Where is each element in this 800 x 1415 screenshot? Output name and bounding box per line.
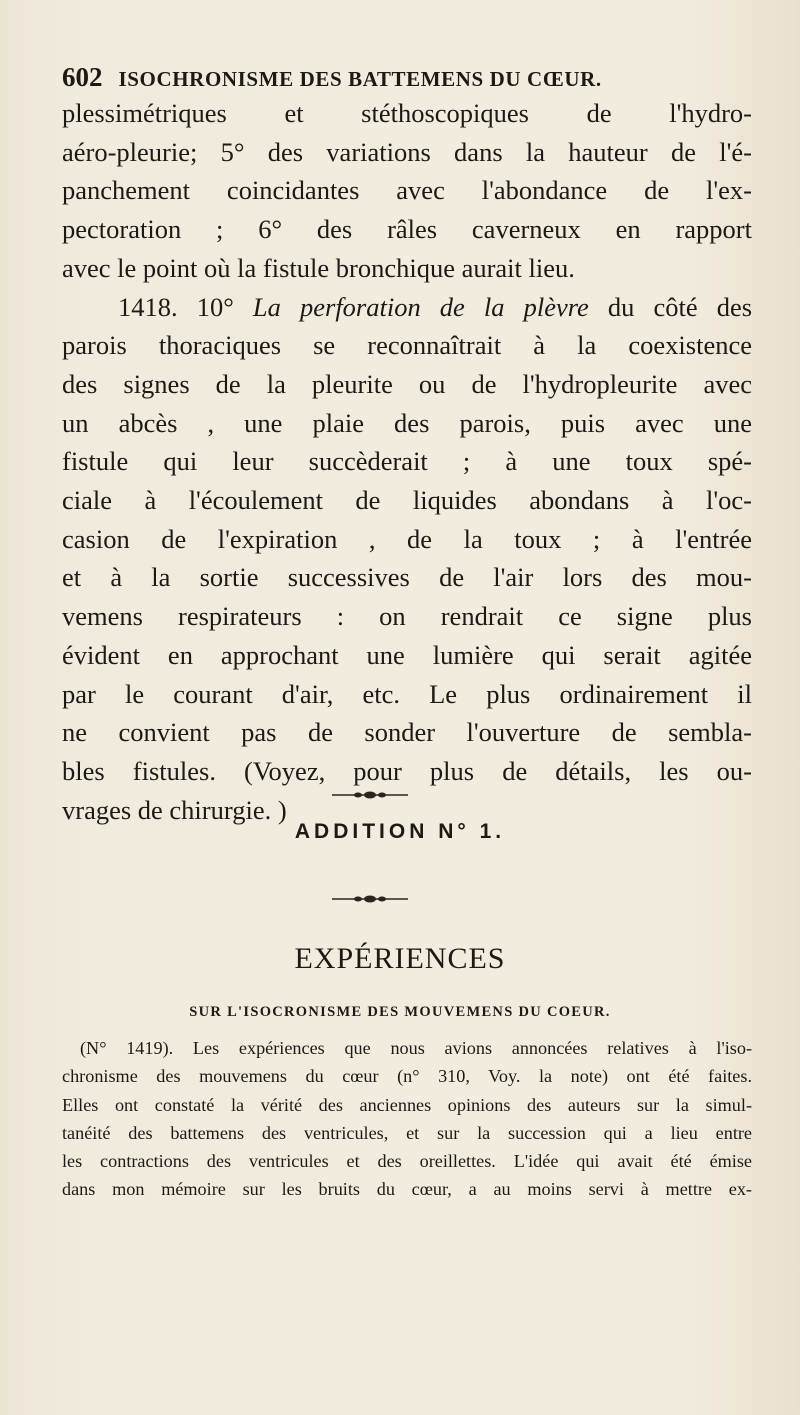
text-line: pectoration ; 6° des râles caverneux en rapport	[62, 214, 752, 245]
text-line: ne convient pas de sonder l'ouverture de sembla-	[62, 717, 752, 748]
text-line: casion de l'expiration , de la toux ; à l'entrée	[62, 523, 752, 554]
text-line: (N° 1419). Les expériences que nous avions annoncées relatives à l'iso-	[80, 1038, 752, 1058]
main-paragraphs	[62, 94, 752, 829]
text-line: évident en approchant une lumière qui serait agitée	[62, 639, 752, 670]
running-title: ISOCHRONISME DES BATTEMENS DU CŒUR.	[118, 67, 602, 91]
text-line: avec le point où la fistule bronchique aurait lieu.	[62, 252, 575, 283]
addition-heading: ADDITION N° 1.	[294, 820, 506, 843]
text-line: vemens respirateurs : on rendrait ce signe plus	[62, 601, 752, 632]
text-line: des signes de la pleurite ou de l'hydropleurite avec	[62, 368, 752, 399]
small-paragraph	[62, 1034, 752, 1204]
text-line: panchement coincidantes avec l'abondance de l'ex-	[62, 175, 752, 206]
text-line: parois thoraciques se reconnaîtrait à la coexistence	[62, 330, 752, 361]
text-line: fistule qui leur succèderait ; à une toux spé-	[62, 446, 752, 477]
section-title: EXPÉRIENCES	[294, 942, 506, 975]
paragraph-number: 1418.	[118, 291, 178, 322]
text-line: vrages de chirurgie. )	[62, 794, 287, 825]
ornament-divider	[330, 894, 410, 904]
text-line: ciale à l'écoulement de liquides abondans à l'oc-	[62, 485, 752, 516]
text-line: et à la sortie successives de l'air lors des mou-	[62, 562, 752, 593]
text-line: aéro-pleurie; 5° des variations dans la hauteur de l'é-	[62, 136, 752, 167]
text-line: chronisme des mouvemens du cœur (n° 310, Voy. la note) ont été faites.	[62, 1066, 752, 1087]
text-line: par le courant d'air, etc. Le plus ordinairement il	[62, 678, 752, 709]
text-line: plessimétriques et stéthoscopiques de l'hydro-	[62, 98, 752, 128]
text-line: tanéité des battemens des ventricules, et sur la succession qui a lieu entre	[62, 1122, 752, 1143]
paragraph-1418-first-line	[62, 288, 752, 327]
text-line: un abcès , une plaie des parois, puis avec une	[62, 407, 752, 438]
text-line: dans mon mémoire sur les bruits du cœur, a au moins servi à mettre ex-	[62, 1179, 752, 1200]
text-line: bles fistules. (Voyez, pour plus de détails, les ou-	[62, 755, 752, 786]
running-head	[62, 62, 722, 93]
text-line: Elles ont constaté la vérité des anciennes opinions des auteurs sur la simul-	[62, 1094, 752, 1115]
ordinal: 10°	[196, 291, 234, 322]
ornament-divider	[330, 790, 410, 800]
text-line: les contractions des ventricules et des oreillettes. L'idée qui avait été émise	[62, 1151, 752, 1172]
section-subtitle: SUR L'ISOCRONISME DES MOUVEMENS DU COEUR.	[189, 1004, 611, 1020]
italic-term: La perforation de la plèvre	[252, 291, 589, 322]
page-number: 602	[62, 62, 103, 92]
text-fragment: du côté des	[607, 291, 753, 322]
